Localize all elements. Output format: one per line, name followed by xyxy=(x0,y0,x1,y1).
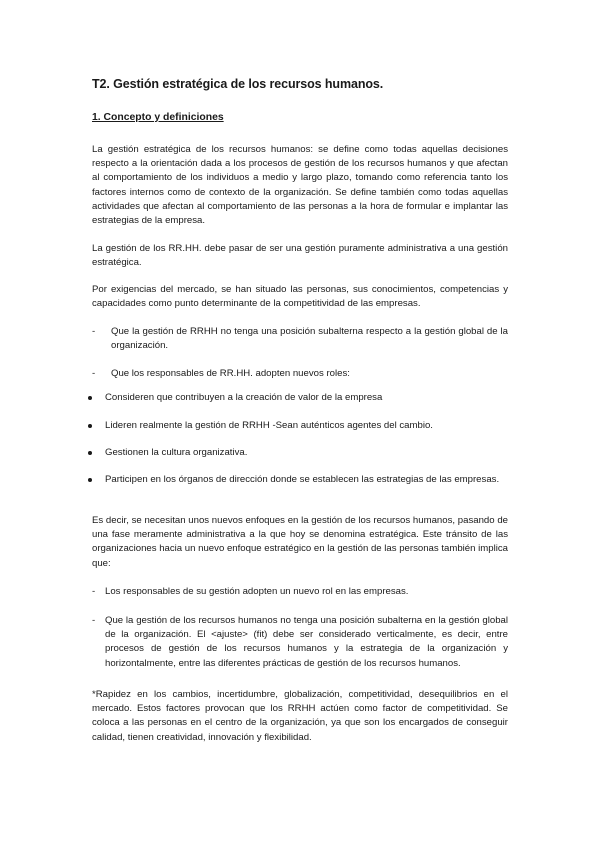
dash-marker: - xyxy=(92,586,96,597)
paragraph-market-demands: Por exigencias del mercado, se han situado las personas, sus conocimientos, competencias y capacidades como punto determinante de la competitividad de las empresas. xyxy=(92,284,508,310)
paragraph-rrhh-transition: La gestión de los RR.HH. debe pasar de ser una gestión puramente administrativa a una gestión estratégica. xyxy=(92,243,508,269)
bullet-icon xyxy=(88,396,92,400)
dash-marker: - xyxy=(92,326,96,337)
bullet-icon xyxy=(88,451,92,455)
paragraph-factors: *Rapidez en los cambios, incertidumbre, globalización, competitividad, desequilibrios en el mercado. Estos factores provocan que los RRHH actúen como factor de competitividad. Se coloca a las personas en el centro de la organización, ya que son los encargados de conseguir calidad, tienen creatividad, innovación y flexibilidad. xyxy=(92,689,508,743)
bullet-icon xyxy=(88,424,92,428)
bullet-item: Consideren que contribuyen a la creación de valor de la empresa xyxy=(105,392,383,403)
list-item: Los responsables de su gestión adopten un nuevo rol en las empresas. xyxy=(105,586,409,597)
bullet-item: Lideren realmente la gestión de RRHH -Sean auténticos agentes del cambio. xyxy=(105,420,433,431)
paragraph-new-approach: Es decir, se necesitan unos nuevos enfoques en la gestión de los recursos humanos, pasando de una fase meramente administrativa a la que hoy se denomina estratégica. Este tránsito de las organizaciones hacia un nuevo enfoque estratégico en la gestión de las personas también implica que: xyxy=(92,515,508,569)
dash-marker: - xyxy=(92,368,96,379)
dash-marker: - xyxy=(92,615,96,626)
document-title: T2. Gestión estratégica de los recursos humanos. xyxy=(92,77,384,91)
list-item: Que la gestión de los recursos humanos no tenga una posición subalterna en la gestión global de la organización. El <ajuste> (fit) debe ser considerado verticalmente, es decir, entre procesos de gestión de los recursos humanos y la estrategia de la organización y horizontalmente, entre las diferentes prácticas de gestión de los recursos humanos. xyxy=(105,615,508,669)
bullet-icon xyxy=(88,478,92,482)
bullet-item: Participen en los órganos de dirección donde se establecen las estrategias de las empresas. xyxy=(105,474,500,485)
paragraph-definition: La gestión estratégica de los recursos humanos: se define como todas aquellas decisiones respecto a la orientación dada a los procesos de gestión de los recursos humanos y que afectan al comportamiento de los individuos a medio y largo plazo, tomando como referencia tanto los factores internos como de contexto de la organización. Se define también como todas aquellas actividades que afectan al comportamiento de las personas a la hora de formular e implantar las estrategias de la empresa. xyxy=(92,144,508,227)
bullet-item: Gestionen la cultura organizativa. xyxy=(105,447,248,458)
list-item: Que los responsables de RR.HH. adopten nuevos roles: xyxy=(111,368,350,379)
list-item: Que la gestión de RRHH no tenga una posición subalterna respecto a la gestión global de la organización. xyxy=(111,326,508,352)
section-heading: 1. Concepto y definiciones xyxy=(92,112,224,123)
